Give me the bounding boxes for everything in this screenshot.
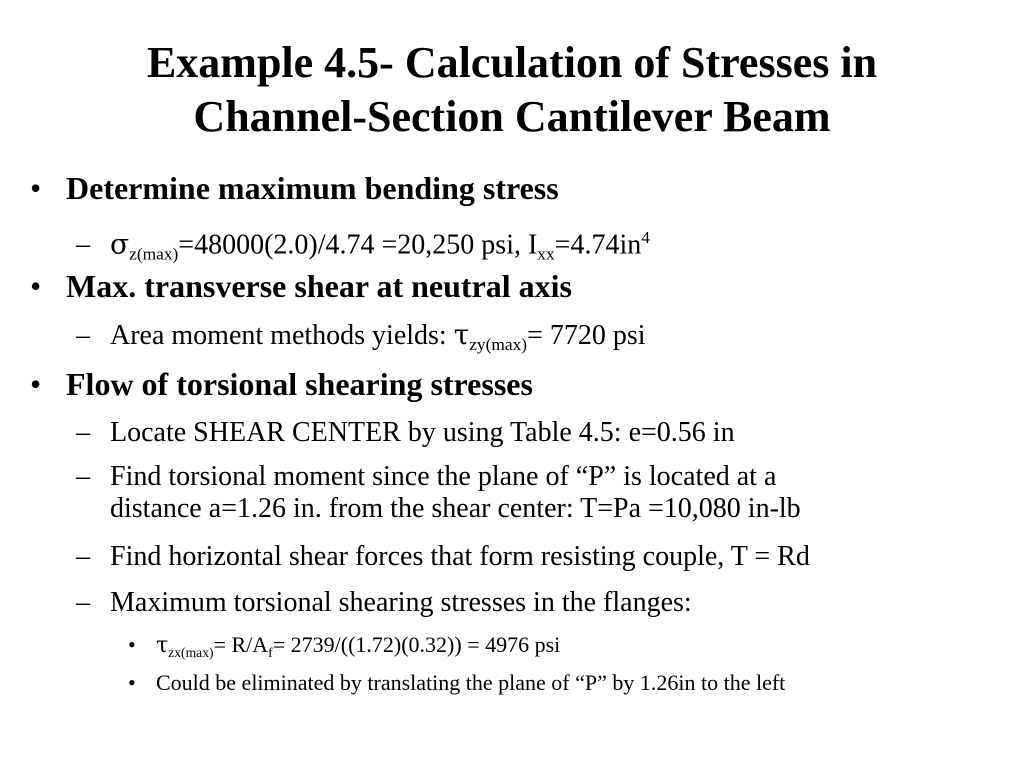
sub-bullet-sigma-z-max	[76, 222, 650, 270]
subscript-zx-max: zx(max)	[168, 644, 214, 660]
torsional-moment-line-2: distance a=1.26 in. from the shear center: T=Pa =10,080 in-lb	[110, 493, 801, 524]
bullet-text: Max. transverse shear at neutral axis	[66, 268, 572, 304]
bullet-marker: •	[30, 268, 42, 304]
sub-bullet-area-moment	[76, 319, 646, 361]
subscript-z-max: z(max)	[129, 244, 179, 264]
sigma-symbol: σ	[110, 227, 130, 261]
sub-bullet-shear-center	[76, 417, 735, 449]
title-line-1: Example 4.5- Calculation of Stresses in	[146, 38, 878, 87]
sub-bullet-max-torsional	[76, 587, 692, 619]
dash-marker: –	[76, 417, 90, 448]
eliminated-text: Could be eliminated by translating the plane of “P” by 1.26in to the left	[156, 670, 786, 695]
dot-marker: •	[128, 632, 136, 657]
bullet-text: Determine maximum bending stress	[66, 170, 559, 206]
horizontal-shear-text: Find horizontal shear forces that form resisting couple, T = Rd	[110, 541, 810, 572]
subscript-f: f	[268, 644, 273, 660]
title-line-2: Channel-Section Cantilever Beam	[193, 92, 831, 141]
dash-marker: –	[76, 229, 90, 261]
shear-center-text: Locate SHEAR CENTER by using Table 4.5: e=0.56 in	[110, 417, 735, 448]
area-moment-text-b: = 7720 psi	[527, 320, 646, 351]
subscript-xx: xx	[537, 244, 555, 264]
dash-marker: –	[76, 541, 90, 572]
tau-symbol: τ	[156, 633, 169, 658]
sub-sub-bullet-eliminated	[128, 669, 785, 697]
superscript-4: 4	[641, 228, 650, 247]
tau-eq-text-a: = R/A	[213, 632, 269, 657]
torsional-moment-line-1: Find torsional moment since the plane of “P” is located at a	[110, 461, 777, 492]
area-moment-text-a: Area moment methods yields:	[110, 320, 454, 351]
bullet-transverse-shear	[30, 267, 572, 305]
equation-text-b: =4.74in	[554, 229, 642, 261]
dash-marker: –	[76, 320, 90, 351]
subscript-zy-max: zy(max)	[469, 335, 528, 355]
tau-symbol: τ	[453, 318, 470, 351]
sub-bullet-horizontal-shear	[76, 541, 810, 573]
bullet-text: Flow of torsional shearing stresses	[66, 366, 533, 402]
dash-marker: –	[76, 587, 90, 618]
bullet-torsional-flow	[30, 365, 533, 403]
dot-marker: •	[128, 670, 136, 695]
bullet-bending-stress	[30, 169, 559, 207]
sub-sub-bullet-tau-zx-max	[128, 631, 560, 667]
bullet-marker: •	[30, 366, 42, 402]
max-torsional-text: Maximum torsional shearing stresses in the flanges:	[110, 587, 692, 618]
equation-text-a: =48000(2.0)/4.74 =20,250 psi, I	[178, 229, 538, 261]
bullet-marker: •	[30, 170, 42, 206]
slide-title	[0, 36, 1024, 144]
tau-eq-text-b: = 2739/((1.72)(0.32)) = 4976 psi	[272, 632, 561, 657]
dash-marker: –	[76, 461, 90, 492]
sub-bullet-torsional-moment	[76, 461, 801, 525]
